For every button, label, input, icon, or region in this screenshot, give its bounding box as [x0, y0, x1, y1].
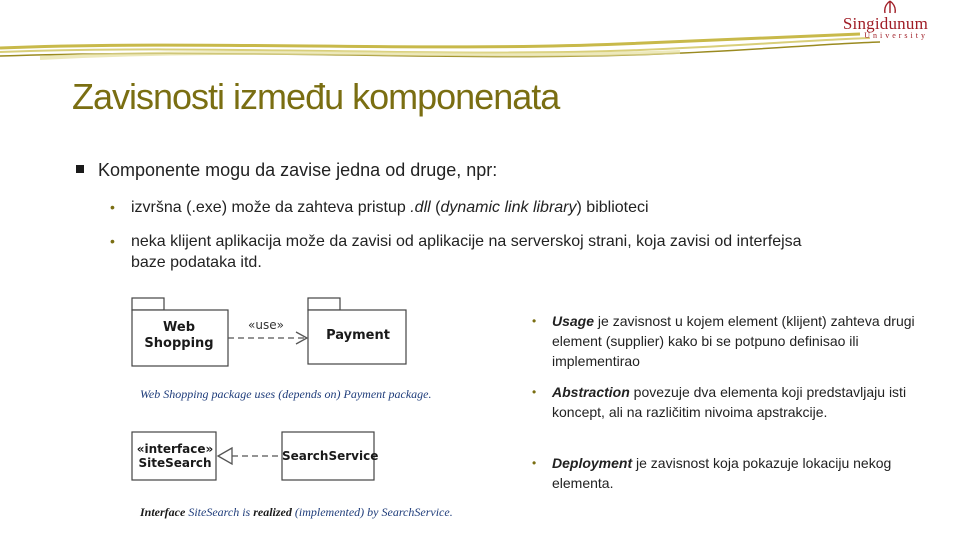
square-bullet-icon: [76, 165, 84, 173]
page-title: Zavisnosti između komponenata: [72, 76, 560, 117]
logo-subtitle: University: [864, 31, 928, 40]
bullet-dot-icon: •: [110, 199, 115, 215]
search-service-label: SearchService: [282, 449, 379, 463]
bullet-dot-icon: •: [532, 314, 537, 328]
main-bullet: Komponente mogu da zavise jedna od druge, npr:: [76, 160, 497, 181]
crest-icon: [880, 0, 900, 14]
diagram-caption-realization: Interface SiteSearch is realized (implemented) by SearchService.: [140, 505, 453, 519]
web-shopping-label: Web Shopping: [144, 320, 214, 351]
sub-bullet-exe: • izvršna (.exe) može da zahteva pristup .dll (dynamic link library) biblioteci: [110, 199, 649, 216]
bullet-dot-icon: •: [532, 385, 537, 399]
diagram-caption-usage: Web Shopping package uses (depends on) Payment package.: [140, 387, 432, 401]
payment-label: Payment: [326, 328, 390, 343]
right-bullet-deployment: • Deployment je zavisnost koja pokazuje lokaciju nekog elementa.: [532, 455, 892, 491]
right-bullet-usage: • Usage je zavisnost u kojem element (klijent) zahteva drugi element (supplier) kako bi se potpuno definisao ili implementirao: [532, 313, 915, 369]
logo-name: Singidunum: [842, 14, 928, 33]
bullet-dot-icon: •: [532, 456, 537, 470]
realization-arrow: [218, 448, 282, 464]
use-dependency-arrow: [228, 332, 307, 344]
right-bullet-abstraction: • Abstraction povezuje dva elementa koji predstavljaju isti koncept, ali na različitim nivoima apstrakcije.: [532, 384, 907, 420]
sub-bullet-client: • neka klijent aplikacija može da zavisi od aplikacije na serverskoj strani, koja zavisi od interfejsa baze podataka itd.: [110, 233, 802, 271]
use-stereotype-label: «use»: [248, 318, 284, 332]
interface-label: «interface» SiteSearch: [136, 442, 214, 470]
bullet-dot-icon: •: [110, 233, 115, 249]
header-swoosh-decoration: [0, 0, 960, 80]
